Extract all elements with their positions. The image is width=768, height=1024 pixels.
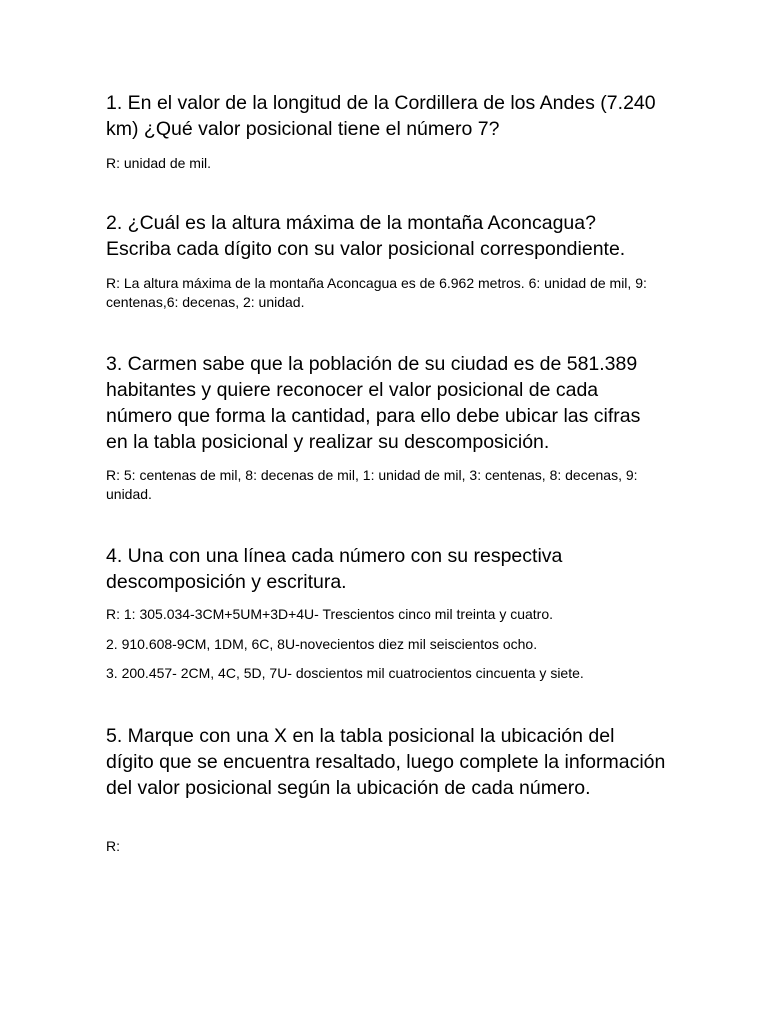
question-3: 3. Carmen sabe que la población de su ciudad es de 581.389 habitantes y quiere reconocer el valor posicional de cada número que forma la cantidad, para ello debe ubicar las cifras en la tabla posicional y realizar su descomposición. [106, 353, 641, 453]
answer-4-line-3: 3. 200.457- 2CM, 4C, 5D, 7U- doscientos mil cuatrocientos cincuenta y siete. [106, 665, 584, 681]
question-5: 5. Marque con una X en la tabla posicional la ubicación del dígito que se encuentra resaltado, luego complete la información del valor posicional según la ubicación de cada número. [106, 725, 666, 799]
answer-1: R: unidad de mil. [106, 155, 212, 171]
answer-5: R: [106, 838, 120, 854]
answer-4-line-2: 2. 910.608-9CM, 1DM, 6C, 8U-novecientos diez mil seiscientos ocho. [106, 636, 538, 652]
question-4: 4. Una con una línea cada número con su respectiva descomposición y escritura. [106, 545, 563, 593]
answer-3: R: 5: centenas de mil, 8: decenas de mil, 1: unidad de mil, 3: centenas, 8: decenas, 9: unidad. [106, 467, 638, 502]
answer-2: R: La altura máxima de la montaña Aconcagua es de 6.962 metros. 6: unidad de mil, 9: centenas,6: decenas, 2: unidad. [106, 275, 647, 310]
question-2: 2. ¿Cuál es la altura máxima de la montaña Aconcagua? Escriba cada dígito con su valor posicional correspondiente. [106, 212, 626, 260]
question-1: 1. En el valor de la longitud de la Cordillera de los Andes (7.240 km) ¿Qué valor posicional tiene el número 7? [106, 92, 656, 140]
answer-4-line-1: R: 1: 305.034-3CM+5UM+3D+4U- Trescientos cinco mil treinta y cuatro. [106, 606, 554, 622]
